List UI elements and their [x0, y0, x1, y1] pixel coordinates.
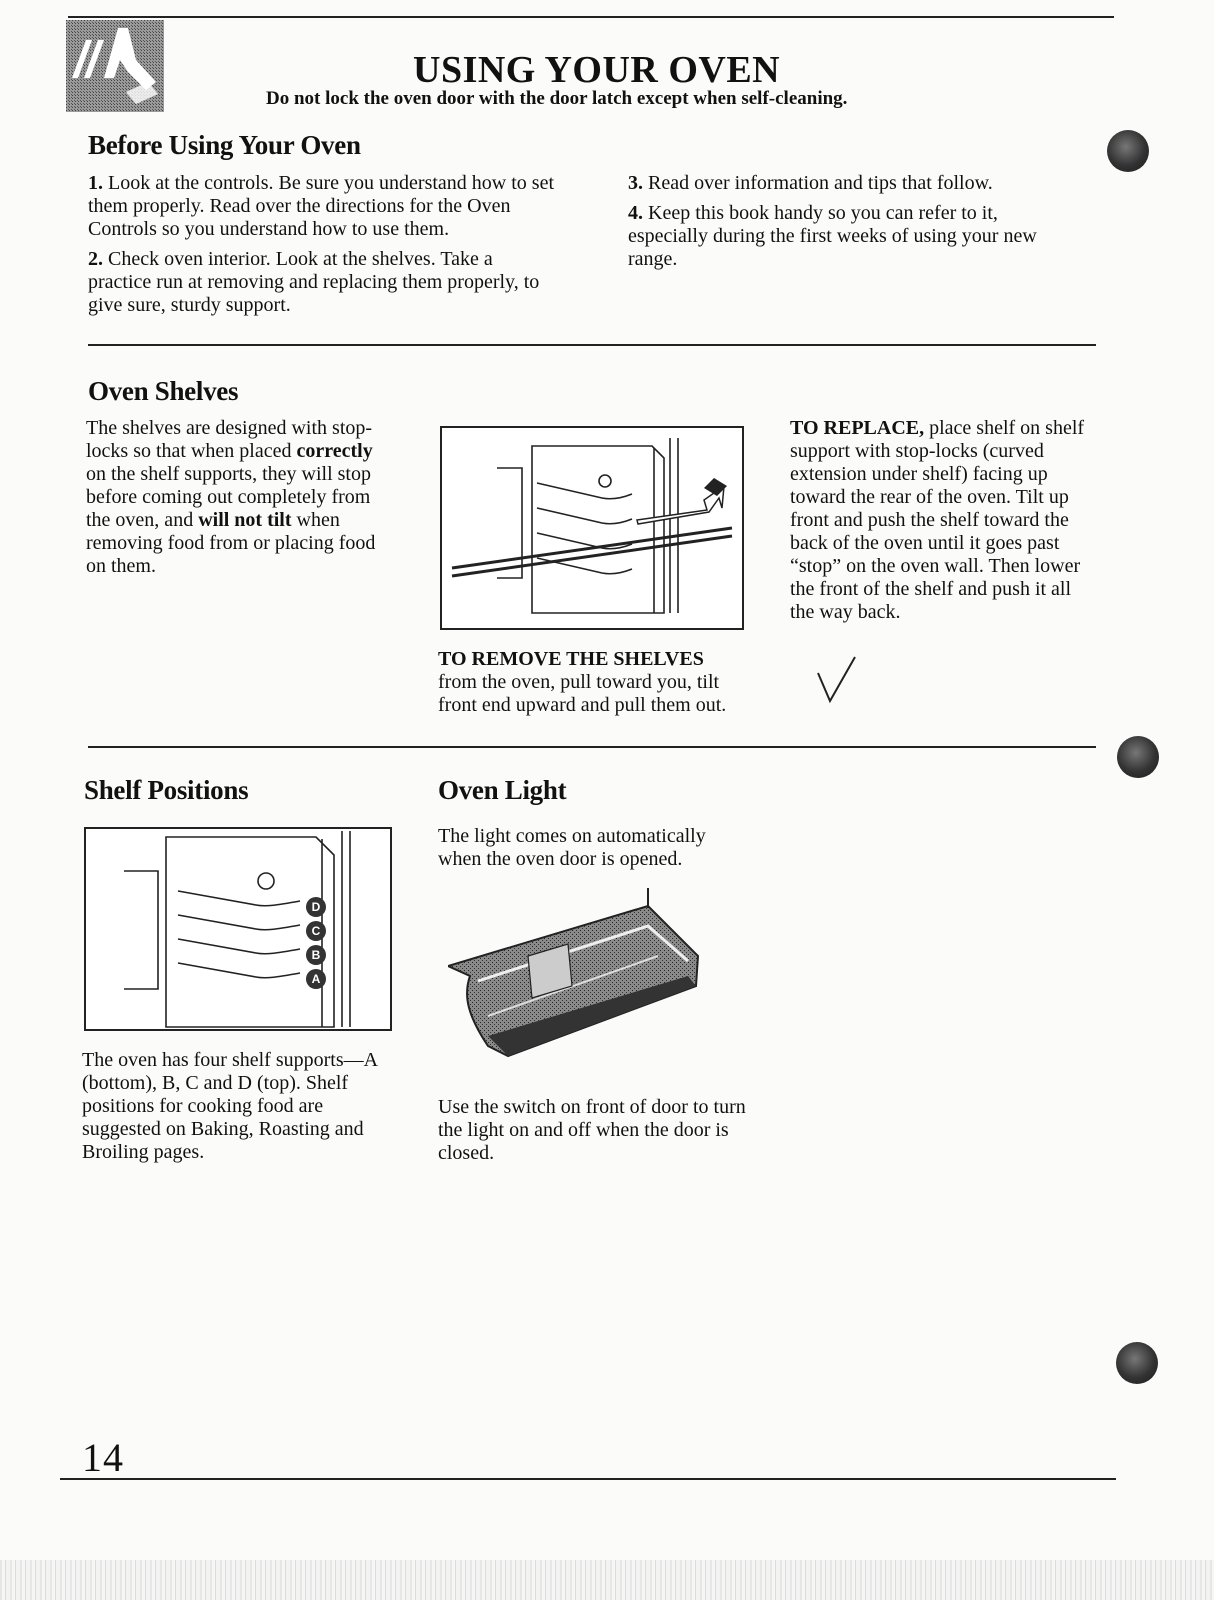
- remove-shelves-instructions: [438, 648, 748, 717]
- intro-text-3: when removing food from or placing food on them.: [86, 509, 376, 577]
- oven-shelves-intro: [86, 417, 386, 578]
- step-1-number: 1.: [88, 172, 103, 194]
- shelf-positions-text: The oven has four shelf supports—A (bottom), B, C and D (top). Shelf positions for cooking food are suggested on Baking, Roasting and Broiling pages.: [82, 1049, 377, 1163]
- step-3-number: 3.: [628, 172, 643, 194]
- intro-emphasis-correctly: correctly: [296, 440, 373, 462]
- shelf-label-a: A: [311, 972, 321, 986]
- step-3: [628, 172, 1038, 195]
- step-2-text: Check oven interior. Look at the shelves. Take a practice run at removing and replacing them properly, to give sure, sturdy support.: [88, 248, 540, 316]
- binder-hole-icon: [1107, 130, 1149, 172]
- step-4: [628, 202, 1038, 271]
- shelf-removal-drawing: [442, 428, 742, 628]
- binder-hole-icon: [1116, 1342, 1158, 1384]
- handwritten-checkmark-icon: [815, 655, 859, 710]
- replace-shelves-instructions: [790, 417, 1100, 624]
- shelf-positions-heading: Shelf Positions: [84, 775, 249, 805]
- section-divider: [88, 344, 1096, 346]
- oven-light-heading: Oven Light: [438, 775, 567, 805]
- page-title: USING YOUR OVEN: [413, 49, 781, 91]
- step-1-text: Look at the controls. Be sure you understand how to set them properly. Read over the directions for the Oven Controls so you understand how to use them.: [88, 172, 555, 240]
- top-rule: [68, 16, 1114, 18]
- replace-shelves-title: TO REPLACE,: [790, 417, 925, 439]
- oven-light-text-1: The light comes on automatically when the oven door is opened.: [438, 825, 706, 870]
- oven-light-text-2: Use the switch on front of door to turn the light on and off when the door is closed.: [438, 1096, 746, 1164]
- intro-text-2: on the shelf supports, they will stop before coming out completely from the oven, and: [86, 463, 371, 531]
- before-using-right-column: [628, 172, 1038, 278]
- step-1: [88, 172, 558, 241]
- remove-shelves-text: from the oven, pull toward you, tilt front end upward and pull them out.: [438, 671, 727, 716]
- shelf-label-c: C: [311, 924, 321, 938]
- before-using-left-column: [88, 172, 558, 324]
- shelf-positions-illustration: [84, 827, 392, 1031]
- shelf-positions-drawing: [86, 829, 390, 1029]
- section-divider: [88, 746, 1096, 748]
- step-3-text: Read over information and tips that follow.: [648, 172, 993, 194]
- before-using-heading: Before Using Your Oven: [88, 130, 361, 160]
- intro-text-1: The shelves are designed with stop-locks so that when placed: [86, 417, 373, 462]
- oven-light-illustration: [448, 886, 704, 1072]
- oven-light-drawing: [448, 886, 704, 1072]
- remove-shelves-title: TO REMOVE THE SHELVES: [438, 648, 704, 670]
- step-4-text: Keep this book handy so you can refer to it, especially during the first weeks of using your new range.: [628, 202, 1037, 270]
- binder-hole-icon: [1117, 736, 1159, 778]
- step-2: [88, 248, 558, 317]
- step-2-number: 2.: [88, 248, 103, 270]
- replace-shelves-text: place shelf on shelf support with stop-locks (curved extension under shelf) facing up toward the rear of the oven. Tilt up front and push the shelf toward the back of the oven until it goes past “stop” on the oven wall. Then lower the front of the shelf and push it all the way back.: [790, 417, 1085, 623]
- door-latch-warning: Do not lock the oven door with the door latch except when self-cleaning.: [266, 88, 848, 109]
- oven-shelves-heading: Oven Shelves: [88, 376, 239, 406]
- section-logo-icon: [66, 20, 164, 112]
- intro-emphasis-will-not-tilt: will not tilt: [198, 509, 292, 531]
- page-number: 14: [82, 1435, 124, 1480]
- shelf-removal-illustration: [440, 426, 744, 630]
- step-4-number: 4.: [628, 202, 643, 224]
- shelf-label-d: D: [311, 900, 321, 914]
- scan-noise-strip: [0, 1560, 1214, 1600]
- shelf-label-b: B: [311, 948, 321, 962]
- footer-rule: [60, 1478, 1116, 1480]
